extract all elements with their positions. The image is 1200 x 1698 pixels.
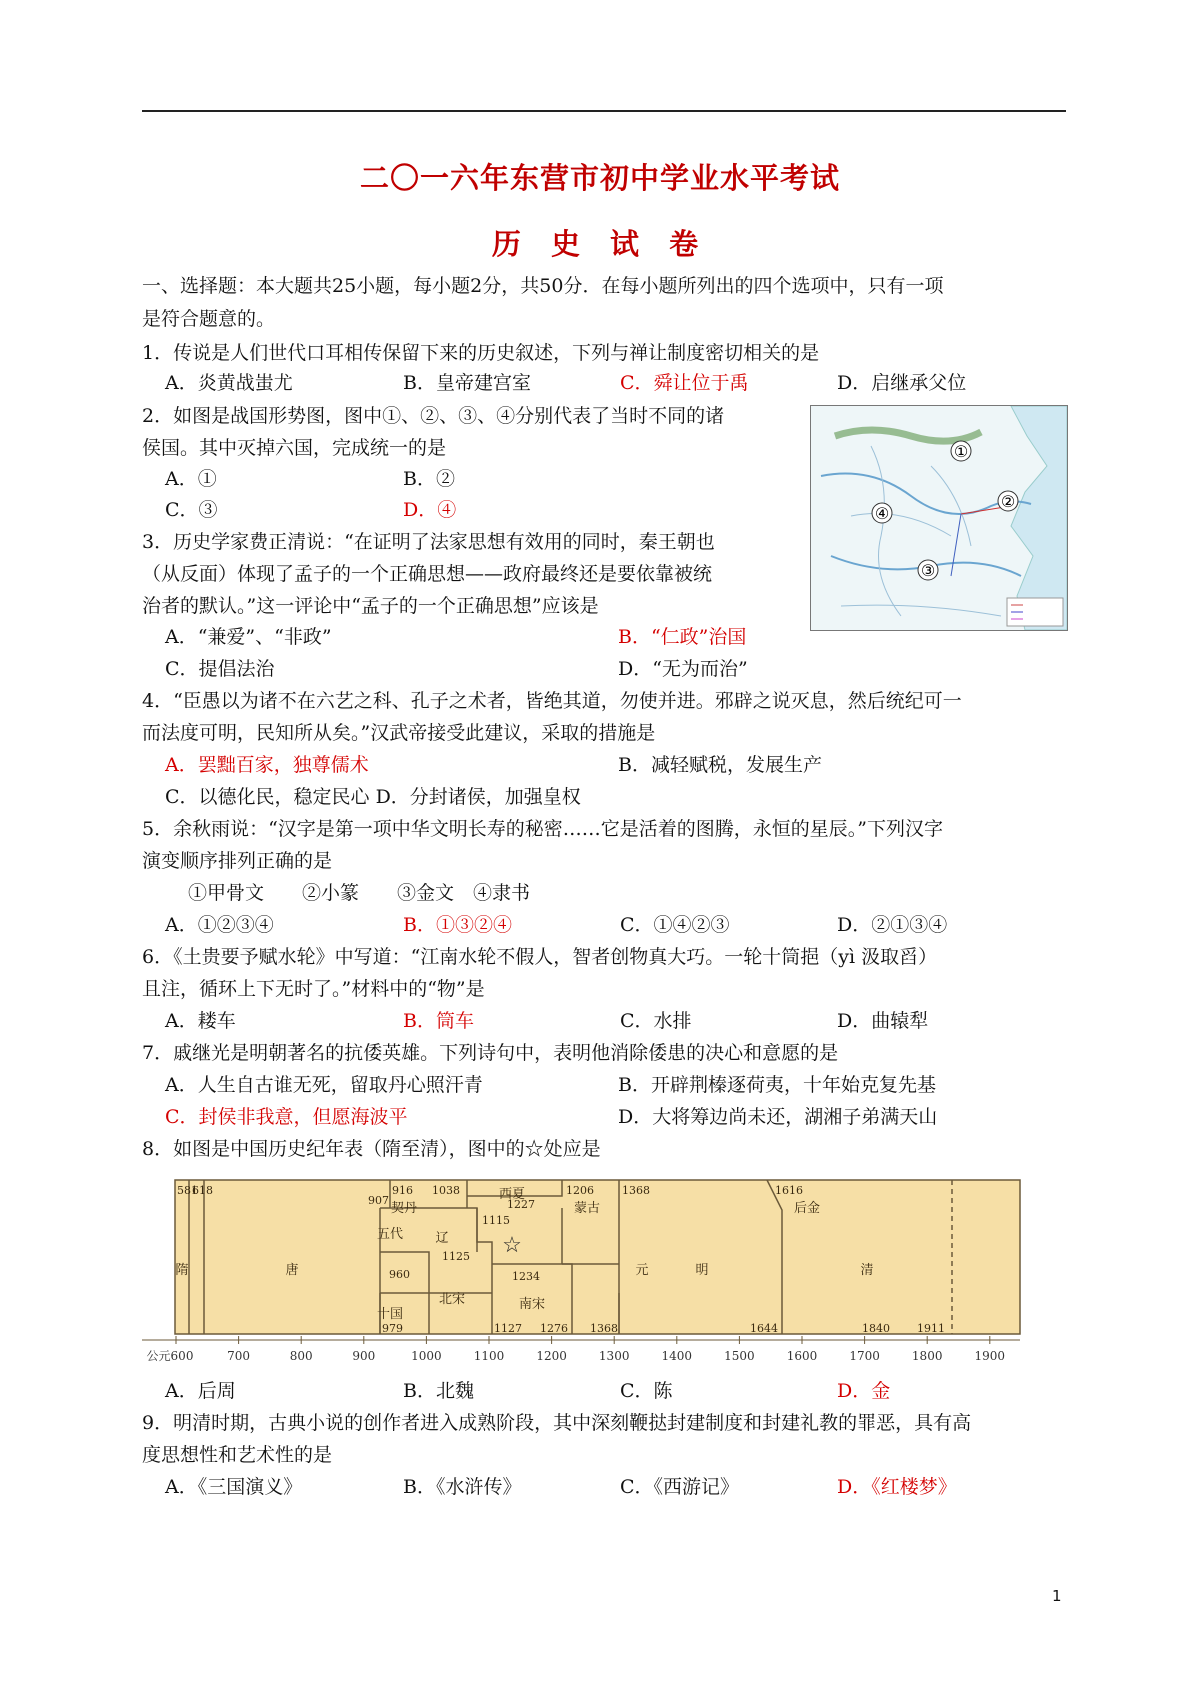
q8-option-b: B．北魏 [403,1380,474,1402]
axis-tick-label: 1000 [411,1349,442,1363]
q8-option-a: A．后周 [165,1380,236,1402]
q4-option-cd: C．以德化民，稳定民心 D．分封诸侯，加强皇权 [165,786,581,808]
svg-text:1038: 1038 [432,1184,460,1197]
svg-text:1911: 1911 [917,1322,945,1335]
q9-stem-1: 9．明清时期，古典小说的创作者进入成熟阶段，其中深刻鞭挞封建制度和封建礼教的罪恶，具有高 [142,1412,972,1434]
q3-option-b-answer: B．“仁政”治国 [618,626,747,648]
dynasty-khitan: 契丹 [390,1201,418,1216]
q9-option-d-answer: D．《红楼梦》 [837,1476,957,1498]
q3-option-d: D．“无为而治” [618,658,748,680]
q6-option-b-answer: B．筒车 [403,1010,474,1032]
svg-text:960: 960 [389,1268,410,1281]
svg-text:1368: 1368 [590,1322,618,1335]
header-rule [142,110,1066,112]
q1-option-b: B．皇帝建宫室 [403,372,531,394]
map-state-label-3 [918,560,938,580]
q1-option-d: D．启继承父位 [837,372,967,394]
svg-text:1125: 1125 [442,1250,470,1263]
axis-tick-label: 1600 [786,1349,818,1363]
dynasty-liao: 辽 [435,1231,449,1246]
q7-option-c-answer: C．封侯非我意，但愿海波平 [165,1106,408,1128]
q3-option-a: A．“兼爱”、“非政” [165,626,332,648]
q6-stem-2: 且注，循环上下无时了。”材料中的“物”是 [142,978,485,1000]
map-graphic [811,406,1067,630]
dynasty-later-jin: 后金 [793,1201,821,1216]
svg-text:1234: 1234 [512,1270,540,1283]
map-state-label-2 [998,491,1018,511]
q5-option-a: A．①②③④ [165,914,274,936]
q4-stem-2: 而法度可明，民知所从矣。”汉武帝接受此建议，采取的措施是 [142,722,656,744]
svg-text:1276: 1276 [540,1322,568,1335]
axis-tick-label: 1800 [911,1349,943,1363]
q6-stem-1: 6．《土贵要予赋水轮》中写道：“江南水轮不假人，智者创物真大巧。一轮十筒挹（yì 汲取舀） [142,946,938,968]
q7-option-a: A．人生自古谁无死，留取丹心照汗青 [165,1074,483,1096]
q4-option-a-answer: A．罢黜百家，独尊儒术 [165,754,369,776]
q9-option-c: C．《西游记》 [620,1476,740,1498]
svg-text:618: 618 [192,1184,213,1197]
svg-text:907: 907 [368,1194,389,1207]
q6-option-c: C．水排 [620,1010,692,1032]
axis-tick-label: 1500 [724,1349,755,1363]
dynasty-tang: 唐 [285,1263,299,1278]
q2-option-a: A．① [165,468,217,490]
q2-option-d-answer: D．④ [403,499,457,521]
dynasty-southern-song: 南宋 [518,1297,546,1312]
dynasty-qing: 清 [860,1263,874,1278]
q9-stem-2: 度思想性和艺术性的是 [142,1444,333,1466]
map-state-label-1 [951,441,971,461]
timeline-graphic [142,1168,1038,1368]
q1-option-c-answer: C．舜让位于禹 [620,372,749,394]
dynasty-western-xia: 西夏 [498,1187,526,1202]
svg-text:④: ④ [874,504,890,523]
dynasty-timeline-chart [142,1168,1038,1368]
q2-stem-2: 侯国。其中灭掉六国，完成统一的是 [142,437,447,459]
instructions-line-2: 是符合题意的。 [142,308,276,330]
q3-option-c: C．提倡法治 [165,658,275,680]
axis-tick-label: 1700 [849,1349,880,1363]
q5-option-c: C．①④②③ [620,914,730,936]
q2-option-c: C．③ [165,499,218,521]
q5-items: ①甲骨文 ②小篆 ③金文 ④隶书 [188,882,531,904]
exam-title: 二〇一六年东营市初中学业水平考试 [359,161,840,195]
dynasty-mongol: 蒙古 [573,1201,601,1216]
map-state-label-4 [872,503,892,523]
q7-option-d: D．大将筹边尚未还，湖湘子弟满天山 [618,1106,938,1128]
q7-option-b: B．开辟荆榛逐荷夷，十年始克复先基 [618,1074,936,1096]
svg-text:1616: 1616 [775,1184,803,1197]
q1-stem: 1．传说是人们世代口耳相传保留下来的历史叙述，下列与禅让制度密切相关的是 [142,342,820,364]
q5-option-b-answer: B．①③②④ [403,914,512,936]
svg-text:1227: 1227 [507,1198,535,1211]
dynasty-ten-kingdoms: 十国 [376,1307,404,1322]
q6-option-a: A．耧车 [165,1010,236,1032]
dynasty-five-dynasties: 五代 [376,1227,404,1242]
q3-stem-3: 治者的默认。”这一评论中“孟子的一个正确思想”应该是 [142,595,599,617]
axis-tick-label: 1400 [661,1349,693,1363]
axis-tick-label: 900 [352,1349,376,1363]
q2-stem-1: 2．如图是战国形势图，图中①、②、③、④分别代表了当时不同的诸 [142,405,725,427]
svg-text:979: 979 [382,1322,403,1335]
timeline-star-marker: ☆ [502,1233,522,1258]
instructions-line-1: 一、选择题：本大题共25小题，每小题2分，共50分．在每小题所列出的四个选项中，只有一项 [142,275,944,297]
q4-stem-1: 4．“臣愚以为诸不在六艺之科、孔子之术者，皆绝其道，勿使并进。邪辟之说灭息，然后统纪可一 [142,690,962,712]
svg-text:1368: 1368 [622,1184,650,1197]
q1-option-a: A．炎黄战蚩尤 [165,372,293,394]
dynasty-sui: 隋 [175,1263,189,1278]
axis-tick-label: 公元600 [146,1349,194,1363]
dynasty-yuan: 元 [635,1263,649,1278]
axis-tick-label: 1200 [536,1349,567,1363]
axis-tick-label: 1900 [974,1349,1006,1363]
q3-stem-2: （从反面）体现了孟子的一个正确思想——政府最终还是要依靠被统 [142,563,713,585]
axis-tick-label: 800 [289,1349,313,1363]
q8-option-d-answer: D．金 [837,1380,891,1402]
q5-stem-1: 5．余秋雨说：“汉字是第一项中华文明长寿的秘密……它是活着的图腾，永恒的星辰。”下列汉字 [142,818,944,840]
svg-text:1127: 1127 [494,1322,522,1335]
svg-text:1840: 1840 [862,1322,890,1335]
axis-tick-label: 1300 [598,1349,630,1363]
svg-text:②: ② [1000,492,1016,511]
dynasty-northern-song: 北宋 [438,1292,466,1307]
q2-option-b: B．② [403,468,455,490]
q8-stem: 8．如图是中国历史纪年表（隋至清），图中的☆处应是 [142,1138,601,1160]
svg-text:1206: 1206 [566,1184,594,1197]
paper-title: 历 史 试 卷 [491,227,709,261]
q9-option-b: B．《水浒传》 [403,1476,522,1498]
axis-tick-label: 1100 [473,1349,505,1363]
q8-option-c: C．陈 [620,1380,673,1402]
q5-option-d: D．②①③④ [837,914,948,936]
q7-stem: 7．戚继光是明朝著名的抗倭英雄。下列诗句中，表明他消除倭患的决心和意愿的是 [142,1042,839,1064]
svg-text:③: ③ [920,561,936,580]
axis-tick-label: 700 [227,1349,251,1363]
svg-text:1115: 1115 [482,1214,510,1227]
q3-stem-1: 3．历史学家费正清说：“在证明了法家思想有效用的同时，秦王朝也 [142,531,715,553]
svg-text:①: ① [953,442,969,461]
q9-option-a: A．《三国演义》 [165,1476,303,1498]
warring-states-map [810,405,1068,631]
q5-stem-2: 演变顺序排列正确的是 [142,850,333,872]
page-number: 1 [1052,1587,1062,1605]
svg-text:581: 581 [177,1184,198,1197]
q6-option-d: D．曲辕犁 [837,1010,929,1032]
dynasty-ming: 明 [695,1263,709,1278]
q4-option-b: B．减轻赋税，发展生产 [618,754,822,776]
svg-text:1644: 1644 [750,1322,778,1335]
svg-text:916: 916 [392,1184,413,1197]
